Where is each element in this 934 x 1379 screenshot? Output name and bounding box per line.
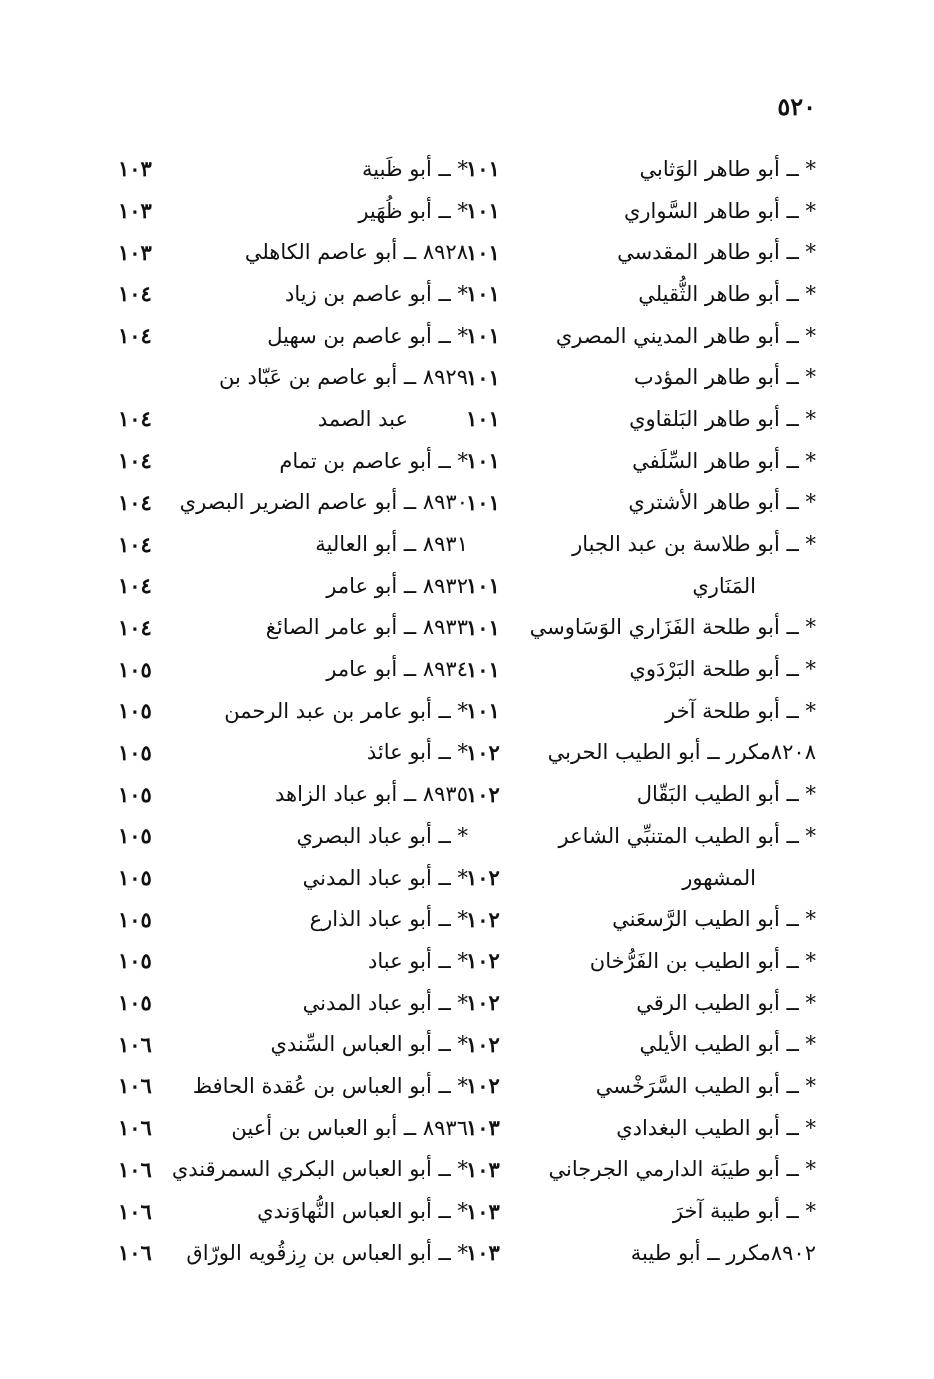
index-entry — [466, 1232, 816, 1274]
entry-name: * ــ أبو طلاسة بن عبد الجبار — [572, 532, 816, 557]
entry-name: * ــ أبو عباد المدني — [302, 865, 468, 890]
entry-name: * ــ أبو عباد البصري — [296, 823, 468, 848]
index-entry — [466, 148, 816, 190]
entry-page-number: ١٠٢ — [466, 1031, 500, 1057]
index-entry — [466, 1149, 816, 1191]
entry-page-number: ١٠١ — [466, 489, 500, 515]
index-entry — [118, 1190, 468, 1232]
entry-page-number: ١٠١ — [466, 198, 500, 224]
entry-page-number: ١٠٥ — [118, 865, 152, 891]
index-entry — [118, 1065, 468, 1107]
entry-page-number: ١٠٥ — [118, 781, 152, 807]
entry-page-number: ١٠٥ — [118, 948, 152, 974]
entry-page-number: ١٠٥ — [118, 739, 152, 765]
entry-name: ٨٩٢٨ ــ أبو عاصم الكاهلي — [244, 240, 468, 265]
entry-name: ٨٩٣٣ ــ أبو عامر الصائغ — [265, 615, 468, 640]
index-entry — [466, 982, 816, 1024]
index-entry — [118, 315, 468, 357]
index-entry — [118, 565, 468, 607]
entry-name: * ــ أبو الطيب الرَّسعَني — [612, 907, 816, 932]
index-column-right — [466, 148, 816, 1274]
index-entry — [118, 482, 468, 524]
entry-name: ٨٩٣٠ ــ أبو عاصم الضرير البصري — [179, 490, 468, 515]
entry-page-number: ١٠٢ — [466, 948, 500, 974]
entry-page-number: ١٠٥ — [118, 823, 152, 849]
entry-name: * ــ أبو عباد الذارع — [309, 907, 468, 932]
entry-name: * ــ أبو الطيب المتنبِّي الشاعر — [558, 823, 816, 848]
entry-name: * ــ أبو طيبة آخرَ — [672, 1199, 816, 1224]
index-entry — [466, 565, 816, 607]
entry-page-number: ١٠٣ — [118, 156, 152, 182]
entry-name: * ــ أبو الطيب بن الفَرُّخان — [589, 948, 816, 973]
index-column-left — [118, 148, 468, 1274]
entry-page-number: ١٠٥ — [118, 906, 152, 932]
entry-page-number: ١٠٤ — [118, 573, 152, 599]
index-entry — [466, 732, 816, 774]
entry-name: * ــ أبو عائذ — [366, 740, 468, 765]
index-entry — [466, 898, 816, 940]
entry-page-number: ١٠٤ — [118, 323, 152, 349]
index-entry — [466, 1190, 816, 1232]
index-entry — [466, 273, 816, 315]
entry-page-number: ١٠٣ — [466, 1198, 500, 1224]
index-entry — [466, 190, 816, 232]
entry-name: * ــ أبو العباس السِّندي — [270, 1032, 468, 1057]
entry-page-number: ١٠٤ — [118, 406, 152, 432]
entry-name: * ــ أبو طاهر السِّلَفي — [632, 448, 816, 473]
index-entry — [466, 648, 816, 690]
index-entry — [118, 1107, 468, 1149]
entry-page-number: ١٠٦ — [118, 1198, 152, 1224]
index-entry — [118, 398, 468, 440]
page-number: ٥٢٠ — [777, 92, 816, 121]
entry-name: * ــ أبو العباس بن عُقدة الحافظ — [192, 1073, 468, 1098]
entry-page-number: ١٠٤ — [118, 448, 152, 474]
entry-name: المَنَاري — [692, 573, 756, 598]
index-entry — [466, 523, 816, 565]
entry-name: * ــ أبو طاهر الثُّقيلي — [638, 281, 816, 306]
entry-page-number: ١٠٢ — [466, 865, 500, 891]
index-entry — [466, 231, 816, 273]
entry-name: * ــ أبو عاصم بن سهيل — [267, 323, 468, 348]
entry-page-number: ١٠١ — [466, 323, 500, 349]
entry-page-number: ١٠١ — [466, 573, 500, 599]
entry-name: * ــ أبو طاهر البَلقاوي — [629, 406, 816, 431]
index-entry — [118, 815, 468, 857]
entry-name: * ــ أبو طاهر المقدسي — [617, 240, 816, 265]
entry-page-number: ١٠٦ — [118, 1240, 152, 1266]
entry-page-number: ١٠٢ — [466, 990, 500, 1016]
entry-name: * ــ أبو طلحة الفَزَاري الوَسَاوسي — [529, 615, 816, 640]
entry-page-number: ١٠٤ — [118, 281, 152, 307]
entry-name: ٨٢٠٨مكرر ــ أبو الطيب الحربي — [547, 740, 816, 765]
entry-page-number: ١٠١ — [466, 698, 500, 724]
entry-page-number: ١٠١ — [466, 239, 500, 265]
index-entry — [466, 356, 816, 398]
entry-page-number: ١٠٣ — [466, 1115, 500, 1141]
entry-name: * ــ أبو عباد المدني — [302, 990, 468, 1015]
entry-page-number: ١٠٣ — [466, 1156, 500, 1182]
entry-page-number: ١٠١ — [466, 656, 500, 682]
index-entry — [118, 190, 468, 232]
entry-name: * ــ أبو ظُهَير — [358, 198, 468, 223]
entry-page-number: ١٠٣ — [466, 1240, 500, 1266]
entry-name: * ــ أبو العباس بن رِزقُويه الورّاق — [186, 1240, 468, 1265]
index-entry — [466, 1065, 816, 1107]
index-entry — [118, 648, 468, 690]
entry-page-number: ١٠١ — [466, 364, 500, 390]
entry-name: ٨٩٣٥ ــ أبو عباد الزاهد — [274, 782, 468, 807]
entry-name: * ــ أبو الطيب البغدادي — [616, 1115, 816, 1140]
entry-name: * ــ أبو الطيب الرقي — [636, 990, 816, 1015]
index-entry — [118, 273, 468, 315]
index-entry — [466, 857, 816, 899]
entry-page-number: ١٠٢ — [466, 781, 500, 807]
entry-name: * ــ أبو الطيب السَّرَخْسي — [595, 1073, 816, 1098]
index-entry — [466, 1107, 816, 1149]
entry-name: ٨٩٠٢مكرر ــ أبو طيبة — [630, 1240, 816, 1265]
entry-page-number: ١٠٦ — [118, 1073, 152, 1099]
entry-page-number: ١٠٥ — [118, 698, 152, 724]
entry-name: * ــ أبو طاهر المؤدب — [633, 365, 816, 390]
entry-page-number: ١٠٥ — [118, 990, 152, 1016]
index-entry — [118, 857, 468, 899]
entry-page-number: ١٠١ — [466, 614, 500, 640]
entry-name: ٨٩٢٩ ــ أبو عاصم بن عَبّاد بن — [218, 365, 468, 390]
entry-name: * ــ أبو ظَبية — [361, 156, 468, 181]
index-entry — [466, 315, 816, 357]
entry-name: ٨٩٣١ ــ أبو العالية — [315, 532, 468, 557]
index-entry — [118, 690, 468, 732]
entry-page-number: ١٠١ — [466, 406, 500, 432]
entry-name: ٨٩٣٤ ــ أبو عامر — [326, 657, 468, 682]
index-entry — [118, 732, 468, 774]
index-entry — [118, 1232, 468, 1274]
entry-name: * ــ أبو الطيب الأيلي — [639, 1032, 816, 1057]
entry-name: * ــ أبو الطيب البَقّال — [636, 782, 816, 807]
entry-name: ٨٩٣٢ ــ أبو عامر — [326, 573, 468, 598]
index-entry — [466, 482, 816, 524]
entry-page-number: ١٠٦ — [118, 1115, 152, 1141]
entry-page-number: ١٠٤ — [118, 531, 152, 557]
index-entry — [466, 398, 816, 440]
index-entry — [466, 607, 816, 649]
entry-name: * ــ أبو عاصم بن زياد — [284, 281, 468, 306]
index-entry — [118, 940, 468, 982]
index-entry — [466, 815, 816, 857]
entry-page-number: ١٠١ — [466, 281, 500, 307]
index-entry — [466, 773, 816, 815]
entry-name: * ــ أبو طاهر الوَثابي — [639, 156, 816, 181]
entry-page-number: ١٠٣ — [118, 198, 152, 224]
entry-page-number: ١٠٢ — [466, 739, 500, 765]
index-entry — [118, 356, 468, 398]
index-entry — [118, 773, 468, 815]
index-entry — [118, 1149, 468, 1191]
index-entry — [118, 231, 468, 273]
entry-name: * ــ أبو العباس البكري السمرقندي — [171, 1157, 468, 1182]
entry-name: * ــ أبو طاهر المديني المصري — [555, 323, 816, 348]
entry-name: المشهور — [682, 865, 756, 890]
index-entry — [466, 440, 816, 482]
entry-name: * ــ أبو طيبَة الدارمي الجرجاني — [548, 1157, 816, 1182]
index-entry — [466, 1023, 816, 1065]
entry-page-number: ١٠٢ — [466, 1073, 500, 1099]
index-entry — [118, 1023, 468, 1065]
entry-name: * ــ أبو عباد — [368, 948, 468, 973]
entry-page-number: ١٠٦ — [118, 1031, 152, 1057]
entry-page-number: ١٠٣ — [118, 239, 152, 265]
index-entry — [118, 982, 468, 1024]
entry-page-number: ١٠٤ — [118, 489, 152, 515]
entry-page-number: ١٠٢ — [466, 906, 500, 932]
entry-name: * ــ أبو العباس النُّهاوَندي — [257, 1199, 468, 1224]
index-entry — [118, 898, 468, 940]
entry-name: عبد الصمد — [317, 406, 408, 431]
entry-page-number: ١٠١ — [466, 448, 500, 474]
index-entry — [466, 940, 816, 982]
entry-name: * ــ أبو طاهر السَّواري — [623, 198, 816, 223]
index-entry — [466, 690, 816, 732]
entry-name: * ــ أبو عاصم بن تمام — [279, 448, 468, 473]
index-entry — [118, 440, 468, 482]
index-entry — [118, 607, 468, 649]
entry-page-number: ١٠٤ — [118, 614, 152, 640]
entry-name: * ــ أبو طلحة البَرْدَوي — [629, 657, 816, 682]
index-entry — [118, 523, 468, 565]
entry-page-number: ١٠١ — [466, 156, 500, 182]
entry-name: ٨٩٣٦ ــ أبو العباس بن أعين — [231, 1115, 468, 1140]
entry-name: * ــ أبو طاهر الأشتري — [628, 490, 816, 515]
entry-page-number: ١٠٥ — [118, 656, 152, 682]
entry-page-number: ١٠٦ — [118, 1156, 152, 1182]
index-entry — [118, 148, 468, 190]
entry-name: * ــ أبو طلحة آخر — [665, 698, 816, 723]
entry-name: * ــ أبو عامر بن عبد الرحمن — [224, 698, 468, 723]
